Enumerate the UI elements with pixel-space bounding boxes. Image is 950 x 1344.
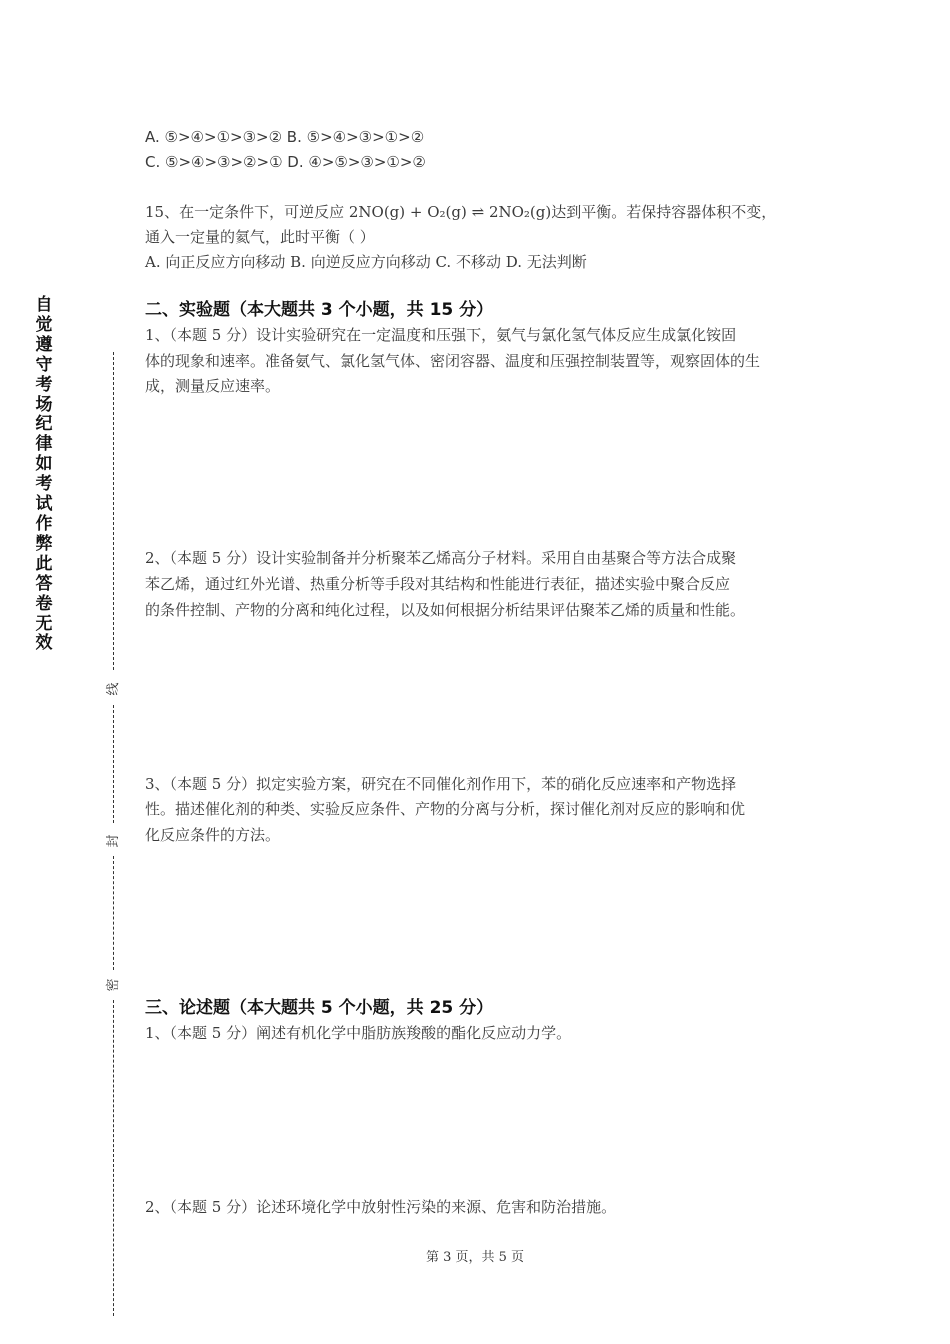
- s2-q3-line-2: 性。描述催化剂的种类、实验反应条件、产物的分离与分析，探讨催化剂对反应的影响和优: [145, 800, 746, 818]
- s3-q1: 1、（本题 5 分）阐述有机化学中脂肪族羧酸的酯化反应动力学。: [145, 1024, 572, 1042]
- section-3-title: 三、论述题（本大题共 5 个小题，共 25 分）: [145, 998, 494, 1018]
- exam-discipline-notice: 自觉遵守考场纪律如考试作弊此答卷无效: [35, 295, 53, 654]
- s2-q2-line-2: 苯乙烯，通过红外光谱、热重分析等手段对其结构和性能进行表征，描述实验中聚合反应: [145, 575, 731, 593]
- binding-cut-line: [113, 856, 114, 970]
- page-number: 第 3 页，共 5 页: [425, 1250, 525, 1265]
- binding-mark-line: 线: [106, 682, 121, 696]
- binding-mark-secret: 密: [106, 978, 121, 992]
- binding-cut-line: [113, 1000, 114, 1316]
- binding-cut-line: [113, 705, 114, 823]
- s2-q3-line-1: 3、（本题 5 分）拟定实验方案，研究在不同催化剂作用下，苯的硝化反应速率和产物选择: [145, 775, 737, 793]
- q15-options: A. 向正反应方向移动 B. 向逆反应方向移动 C. 不移动 D. 无法判断: [145, 253, 587, 271]
- s2-q1-line-1: 1、（本题 5 分）设计实验研究在一定温度和压强下，氨气与氯化氢气体反应生成氯化铵固: [145, 326, 737, 344]
- section-2-title: 二、实验题（本大题共 3 个小题，共 15 分）: [145, 300, 494, 320]
- s2-q2-line-1: 2、（本题 5 分）设计实验制备并分析聚苯乙烯高分子材料。采用自由基聚合等方法合成聚: [145, 549, 737, 567]
- q15-stem-line-1: 15、在一定条件下，可逆反应 2NO(g) + O₂(g) ⇌ 2NO₂(g)达到平衡。若保持容器体积不变，: [145, 203, 777, 221]
- binding-mark-seal: 封: [106, 834, 121, 848]
- q14-options-line-2: C. ⑤>④>③>②>① D. ④>⑤>③>①>②: [145, 153, 426, 171]
- binding-cut-line: [113, 352, 114, 670]
- q15-stem-line-2: 通入一定量的氦气，此时平衡（ ）: [145, 228, 375, 246]
- s2-q2-line-3: 的条件控制、产物的分离和纯化过程，以及如何根据分析结果评估聚苯乙烯的质量和性能。: [145, 601, 746, 619]
- s3-q2: 2、（本题 5 分）论述环境化学中放射性污染的来源、危害和防治措施。: [145, 1198, 617, 1216]
- s2-q1-line-3: 成，测量反应速率。: [145, 377, 281, 395]
- s2-q1-line-2: 体的现象和速率。准备氨气、氯化氢气体、密闭容器、温度和压强控制装置等，观察固体的生: [145, 352, 761, 370]
- q14-options-line-1: A. ⑤>④>①>③>② B. ⑤>④>③>①>②: [145, 128, 425, 146]
- s2-q3-line-3: 化反应条件的方法。: [145, 826, 281, 844]
